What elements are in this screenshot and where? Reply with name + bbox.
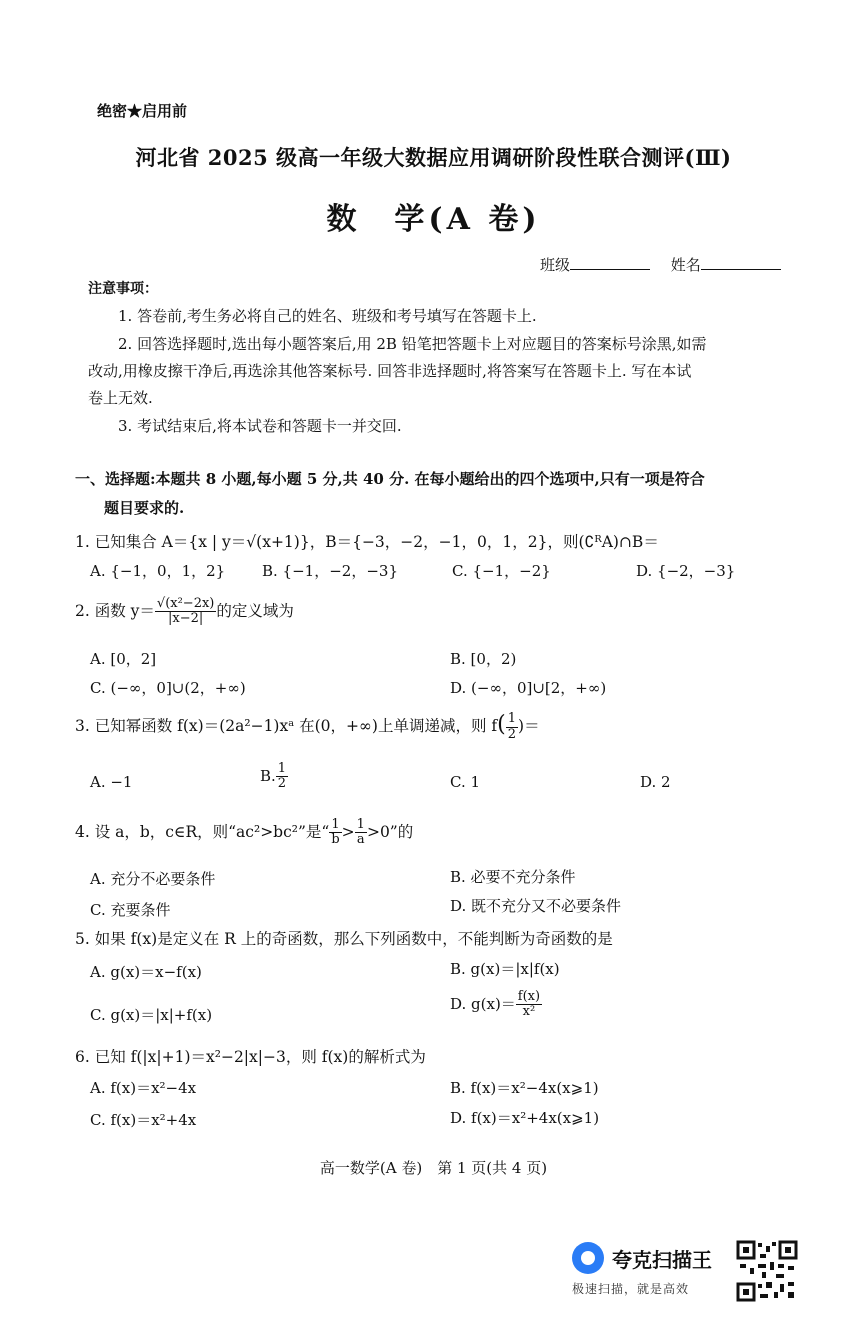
question-4-option-c: C. 充要条件	[90, 901, 171, 919]
question-2-option-c: C. (−∞，0]∪(2，+∞)	[90, 679, 246, 697]
watermark-app-name: 夸克扫描王	[612, 1248, 712, 1272]
question-4-stem	[75, 818, 413, 848]
question-3-option-d: D. 2	[640, 773, 671, 791]
question-2-denominator: |x−2|	[168, 611, 204, 627]
question-2-prefix: 2. 函数 y＝	[75, 601, 155, 620]
question-3-option-b-numerator: 1	[277, 761, 287, 776]
question-6-option-c: C. f(x)＝x²+4x	[90, 1111, 197, 1129]
question-2-option-d: D. (−∞，0]∪[2，+∞)	[450, 679, 607, 697]
exam-title: 河北省 2025 级高一年级大数据应用调研阶段性联合测评(Ⅲ)	[135, 145, 732, 170]
question-2-fraction	[155, 597, 216, 627]
class-blank	[570, 255, 650, 270]
question-3-option-c: C. 1	[450, 773, 481, 791]
question-2-stem	[75, 597, 294, 627]
question-5-option-d-denominator: x²	[522, 1004, 536, 1020]
qr-code-icon	[736, 1240, 798, 1302]
question-6-option-b: B. f(x)＝x²−4x(x⩾1)	[450, 1079, 599, 1097]
question-3-option-a: A. −1	[90, 773, 133, 791]
question-4-prefix: 4. 设 a，b，c∈R，则“ac²>bc²”是“	[75, 822, 330, 841]
notice-item-3: 3. 考试结束后,将本试卷和答题卡一并交回.	[118, 417, 402, 435]
confidential-label: 绝密★启用前	[97, 102, 188, 120]
question-1-option-a: A. {−1，0，1，2}	[90, 562, 226, 580]
question-3-option-b-denominator: 2	[277, 776, 287, 792]
question-6-option-d: D. f(x)＝x²+4x(x⩾1)	[450, 1109, 600, 1127]
question-2-suffix: 的定义域为	[216, 601, 294, 620]
question-5-option-b: B. g(x)＝|x|f(x)	[450, 960, 560, 978]
question-3-option-b-fraction	[276, 762, 288, 792]
question-3-right-paren: )＝	[518, 717, 540, 735]
scanner-watermark	[572, 1240, 822, 1300]
question-4-suffix: >0”的	[366, 822, 414, 841]
question-4-option-d: D. 既不充分又不必要条件	[450, 897, 622, 915]
quark-logo-icon	[572, 1242, 604, 1274]
notice-item-1: 1. 答卷前,考生务必将自己的姓名、班级和考号填写在答题卡上.	[118, 307, 537, 325]
section-heading-line-1: 一、选择题:本题共 8 小题,每小题 5 分,共 40 分. 在每小题给出的四个选项中,只有一项是符合	[75, 470, 705, 488]
question-4-fraction-2	[355, 818, 367, 848]
question-4-fraction-1	[329, 818, 341, 848]
question-1-option-b: B. {−1，−2，−3}	[262, 562, 398, 580]
question-5-stem: 5. 如果 f(x)是定义在 R 上的奇函数，那么下列函数中，不能判断为奇函数的是	[75, 930, 613, 948]
question-4-denominator-1: b	[331, 832, 340, 848]
class-label: 班级	[540, 256, 571, 274]
question-4-denominator-2: a	[356, 832, 365, 848]
watermark-slogan: 极速扫描，就是高效	[572, 1282, 690, 1296]
question-5-option-d	[450, 990, 542, 1020]
subject-title: 数 学(A 卷)	[326, 202, 541, 237]
name-blank	[701, 255, 781, 270]
question-4-option-a: A. 充分不必要条件	[90, 870, 216, 888]
question-6-stem: 6. 已知 f(|x|+1)＝x²−2|x|−3，则 f(x)的解析式为	[75, 1048, 426, 1066]
notice-item-2-line-3: 卷上无效.	[88, 389, 153, 407]
question-3-option-b-label: B.	[260, 766, 276, 785]
question-5-option-d-prefix: D. g(x)＝	[450, 994, 516, 1013]
question-3-stem	[75, 712, 540, 742]
question-4-numerator-1: 1	[329, 818, 341, 833]
question-6-option-a: A. f(x)＝x²−4x	[90, 1079, 197, 1097]
question-2-option-b: B. [0，2)	[450, 650, 517, 668]
notice-heading: 注意事项：	[88, 281, 158, 297]
notice-item-2-line-2: 改动,用橡皮擦干净后,再选涂其他答案标号. 回答非选择题时,将答案写在答题卡上. 写在本试	[88, 362, 692, 380]
question-5-option-d-fraction	[516, 990, 542, 1020]
question-3-option-b	[260, 762, 288, 792]
notice-item-2-line-1: 2. 回答选择题时,选出每小题答案后,用 2B 铅笔把答题卡上对应题目的答案标号涂黑,如需	[118, 335, 707, 353]
section-heading-line-2: 题目要求的.	[104, 499, 185, 517]
question-5-option-d-numerator: f(x)	[517, 989, 541, 1004]
question-2-option-a: A. [0，2]	[90, 650, 157, 668]
question-5-option-c: C. g(x)＝|x|+f(x)	[90, 1006, 213, 1024]
name-label: 姓名	[670, 256, 701, 274]
page-footer: 高一数学(A 卷) 第 1 页(共 4 页)	[319, 1159, 548, 1177]
question-3-fraction	[506, 712, 518, 742]
question-3-denominator: 2	[507, 726, 517, 742]
question-4-option-b: B. 必要不充分条件	[450, 868, 576, 886]
question-3-prefix: 3. 已知幂函数 f(x)＝(2a²−1)xᵃ 在(0，+∞)上单调递减，则 f	[75, 717, 498, 735]
question-1-stem: 1. 已知集合 A＝{x | y＝√(x+1)}，B＝{−3，−2，−1，0，1，2}，则(∁ᴿA)∩B＝	[75, 533, 659, 551]
question-4-numerator-2: 1	[356, 817, 365, 832]
student-fields	[540, 254, 797, 275]
question-2-numerator: √(x²−2x)	[156, 596, 215, 611]
question-5-option-a: A. g(x)＝x−f(x)	[90, 963, 202, 981]
question-1-option-c: C. {−1，−2}	[452, 562, 551, 580]
question-3-left-paren: (	[497, 712, 506, 737]
question-4-greater-than: >	[341, 822, 355, 841]
question-3-numerator: 1	[507, 711, 517, 727]
question-1-option-d: D. {−2，−3}	[636, 562, 736, 580]
